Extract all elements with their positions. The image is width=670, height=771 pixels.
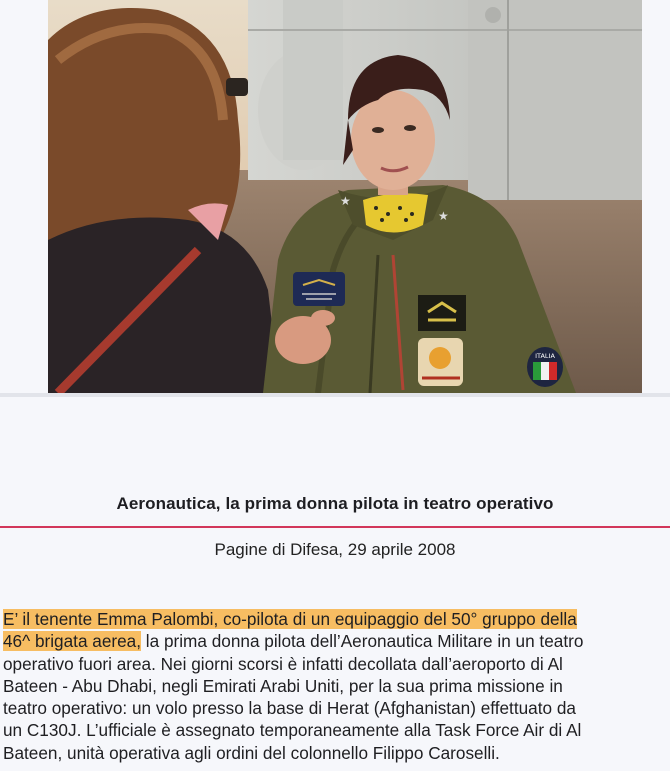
body-line: operativo fuori area. Nei giorni scorsi è infatti decollata dall’aeroporto di Al	[3, 653, 563, 674]
body-line: Bateen, unità operativa agli ordini del colonnello Filippo Caroselli.	[3, 742, 500, 763]
article-source: Pagine di Difesa, 29 aprile 2008	[214, 540, 456, 559]
svg-text:★: ★	[340, 194, 351, 208]
svg-text:★: ★	[438, 209, 449, 223]
photo-illustration	[48, 0, 642, 393]
headline-divider	[0, 526, 670, 528]
body-line	[3, 608, 667, 630]
body-line: Bateen - Abu Dhabi, negli Emirati Arabi Uniti, per la sua prima missione in	[3, 675, 563, 696]
article-photo	[48, 0, 642, 393]
clipping-edge	[0, 393, 670, 397]
body-line: un C130J. L’ufficiale è assegnato temporaneamente alla Task Force Air di Al	[3, 720, 582, 741]
highlighted-text: 46^ brigata aerea,	[3, 631, 142, 652]
body-line: 46^ brigata aerea, la prima donna pilota dell’Aeronautica Militare in un teatro	[3, 631, 584, 652]
italia-patch-label: ITALIA	[535, 352, 555, 360]
highlighted-text: E’ il tenente Emma Palombi, co-pilota di un equipaggio del 50° gruppo della	[3, 609, 577, 629]
article-headline: Aeronautica, la prima donna pilota in teatro operativo	[116, 494, 554, 513]
article-body	[3, 608, 667, 764]
body-line: teatro operativo: un volo presso la base di Herat (Afghanistan) effettuato da	[3, 698, 576, 719]
